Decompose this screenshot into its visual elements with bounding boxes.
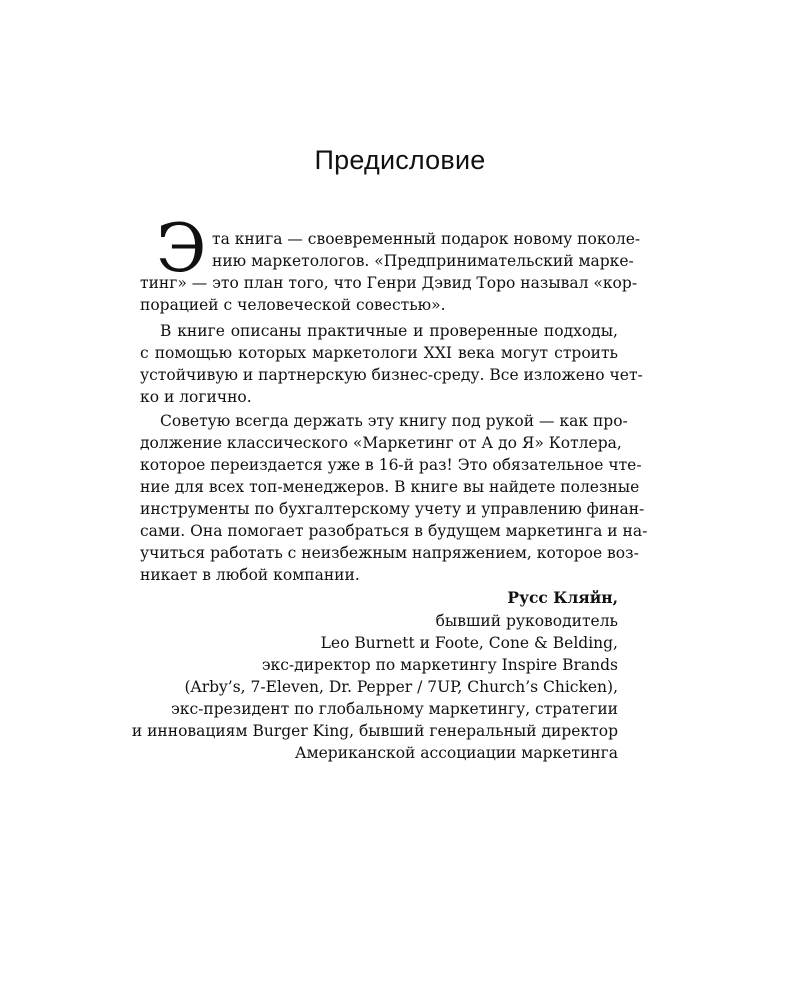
signature-line-5: экс-президент по глобальному маркетингу, стратегии	[171, 700, 618, 718]
paragraph-3-line-2: должение классического «Маркетинг от А до Я» Котлера,	[140, 434, 622, 452]
paragraph-1-line-1: та книга — своевременный подарок новому поколе-	[212, 230, 641, 248]
signature-name: Русс Кляйн,	[507, 588, 618, 607]
signature-line-7: Американской ассоциации маркетинга	[294, 744, 618, 762]
paragraph-1-line-2: нию маркетологов. «Предпринимательский марке-	[212, 252, 634, 270]
signature-line-4: (Arby’s, 7-Eleven, Dr. Pepper / 7UP, Church’s Chicken),	[184, 678, 618, 696]
page-title: Предисловие	[314, 145, 486, 175]
paragraph-3-line-1: Советую всегда держать эту книгу под рукой — как про-	[160, 412, 628, 430]
signature-line-6: и инновациям Burger King, бывший генеральный директор	[131, 722, 618, 740]
paragraph-3-line-7: учиться работать с неизбежным напряжением, которое воз-	[140, 544, 639, 562]
paragraph-1-line-3: тинг» — это план того, что Генри Дэвид Торо называл «кор-	[140, 274, 638, 292]
paragraph-3-line-5: инструменты по бухгалтерскому учету и управлению финан-	[140, 500, 645, 518]
paragraph-2-line-4: ко и логично.	[140, 388, 252, 406]
paragraph-2-line-1: В книге описаны практичные и проверенные подходы,	[160, 322, 618, 340]
paragraph-3-line-4: ние для всех топ-менеджеров. В книге вы найдете полезные	[140, 478, 640, 496]
signature-line-3: экс-директор по маркетингу Inspire Brands	[261, 656, 618, 674]
paragraph-2-line-3: устойчивую и партнерскую бизнес-среду. Все изложено чет-	[140, 366, 643, 384]
signature-line-2: Leo Burnett и Foote, Cone & Belding,	[320, 634, 618, 652]
paragraph-3-line-3: которое переиздается уже в 16-й раз! Это обязательное чте-	[140, 456, 642, 474]
paragraph-1-line-4: порацией с человеческой совестью».	[140, 296, 446, 314]
paragraph-3-line-6: сами. Она помогает разобраться в будущем маркетинга и на-	[140, 522, 648, 540]
paragraph-3-line-8: никает в любой компании.	[140, 566, 360, 584]
drop-cap-letter: Э	[156, 210, 207, 287]
paragraph-2-line-2: с помощью которых маркетологи XXI века могут строить	[140, 344, 618, 362]
signature-line-1: бывший руководитель	[435, 612, 618, 630]
